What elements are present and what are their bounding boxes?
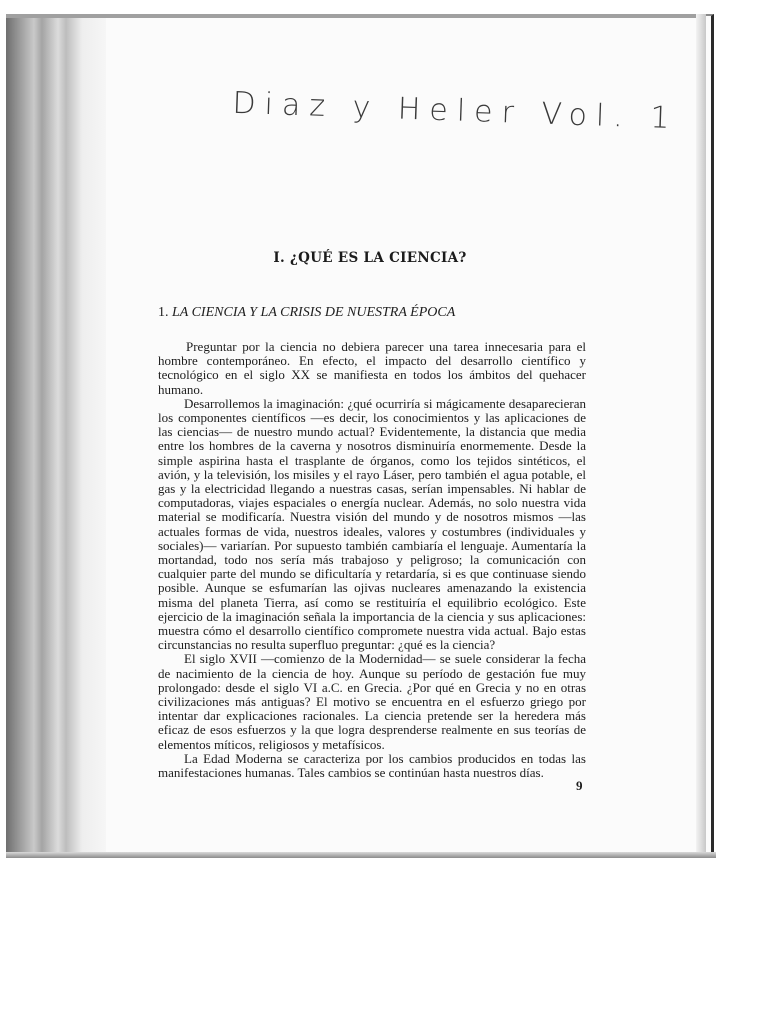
- page-number: 9: [576, 778, 583, 793]
- page-top-edge: [6, 14, 706, 18]
- book-spine-shadow: [6, 16, 106, 858]
- page-right-edge: [696, 14, 706, 858]
- paragraph: La Edad Moderna se caracteriza por los cambios producidos en todas las manifestaciones humanas. Tales cambios se continúan hasta nuestros días.: [158, 750, 586, 781]
- paragraph: El siglo XVII —comienzo de la Modernidad— se suele considerar la fecha de nacimiento de la ciencia de hoy. Aunque su período de gestación fue muy prolongado: desde el siglo VI a.C. en Grecia. ¿Por qué en Grecia y no en otras civilizaciones más antiguas? El motivo se encuentra en el esfuerzo griego por intentar dar explicaciones racionales. La ciencia pretende ser la heredera más eficaz de esos esfuerzos y la que logra desprenderse realmente en sus teorías de elementos míticos, religiosos y metafísicos.: [158, 651, 586, 752]
- paragraph: Preguntar por la ciencia no debiera parecer una tarea innecesaria para el hombre contemporáneo. En efecto, el impacto del desarrollo científico y tecnológico en el siglo XX se manifiesta en todos los ámbitos del quehacer humano.: [158, 339, 586, 397]
- section-number: 1.: [158, 305, 169, 320]
- paragraph: Desarrollemos la imaginación: ¿qué ocurriría si mágicamente desaparecieran los componentes científicos —es decir, los conocimientos y las aplicaciones de las ciencias— de nuestro mundo actual? Evidentemente, la distancia que media entre los hombres de la caverna y nosotros disminuiría enormemente. Desde la simple aspirina hasta el trasplante de órganos, como los tejidos sintéticos, el avión, y la televisión, los misiles y el rayo Láser, pero también el agua potable, el gas y la electricidad llegando a nuestras casas, serían impensables. Ni hablar de computadoras, viajes espaciales o energía nuclear. Además, no solo nuestra vida material se modificaría. Nuestra visión del mundo y de nosotros mismos —las actuales formas de vida, nuestros ideales, valores y costumbres (individuales y sociales)— variarían. Por supuesto también cambiaría el lenguaje. Aumentaría la mortandad, todo nos sería más trabajoso y peligroso; la comunicación con cualquier parte del mundo se dificultaría y retardaría, si es que continuase siendo posible. Aunque se esfumarían las ojivas nucleares amenazando la existencia misma del planeta Tierra, así como se restituiría el equilibrio ecológico. Este ejercicio de la imaginación señala la importancia de la ciencia y sus aplicaciones: muestra cómo el desarrollo científico compromete nuestra vida actual. Bajo estas circunstancias no resulta superfluo preguntar: ¿qué es la ciencia?: [158, 395, 586, 653]
- section-heading: [158, 305, 578, 321]
- body-text: [158, 340, 586, 780]
- chapter-title: I. ¿QUÉ ES LA CIENCIA?: [273, 250, 467, 266]
- page-bottom-edge: [6, 852, 716, 858]
- handwritten-note: Diaz y Heler Vol. 1: [231, 85, 680, 137]
- section-title: LA CIENCIA Y LA CRISIS DE NUESTRA ÉPOCA: [172, 305, 456, 320]
